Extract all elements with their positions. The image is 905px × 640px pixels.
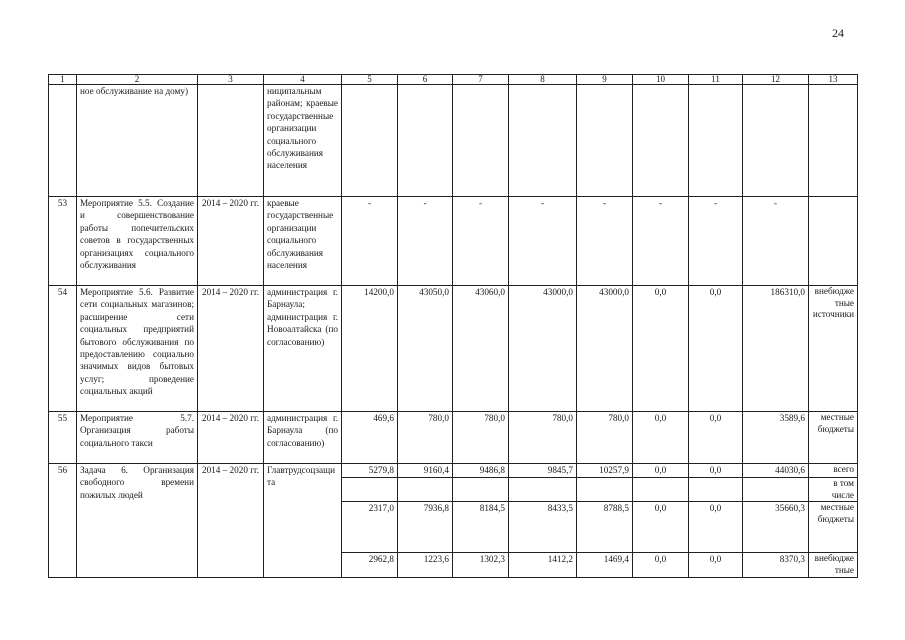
value-cell: 9160,4 <box>398 464 453 478</box>
value-cell: 1223,6 <box>398 553 453 578</box>
table-row-continued <box>49 85 858 197</box>
value-cell: 35660,3 <box>743 502 809 553</box>
source-cell: местные бюджеты <box>809 502 858 553</box>
table-row-55 <box>49 412 858 464</box>
value-cell <box>342 85 398 197</box>
header-cell: 12 <box>743 75 809 85</box>
value-cell <box>743 85 809 197</box>
header-cell: 9 <box>577 75 633 85</box>
value-cell: 8788,5 <box>577 502 633 553</box>
value-cell: - <box>689 197 743 286</box>
source-cell: местные бюджеты <box>809 412 858 464</box>
value-cell: 1412,2 <box>509 553 577 578</box>
row-number: 53 <box>49 197 77 286</box>
header-cell: 1 <box>49 75 77 85</box>
header-cell: 7 <box>453 75 509 85</box>
value-cell: 0,0 <box>689 464 743 478</box>
header-cell: 8 <box>509 75 577 85</box>
value-cell: 0,0 <box>633 412 689 464</box>
value-cell: 0,0 <box>633 502 689 553</box>
header-cell: 2 <box>77 75 198 85</box>
table-row-53 <box>49 197 858 286</box>
value-cell: 1302,3 <box>453 553 509 578</box>
value-cell <box>342 478 398 502</box>
value-cell: 3589,6 <box>743 412 809 464</box>
value-cell: - <box>398 197 453 286</box>
header-cell: 3 <box>198 75 264 85</box>
header-cell: 11 <box>689 75 743 85</box>
period-cell <box>198 85 264 197</box>
value-cell: 8370,3 <box>743 553 809 578</box>
value-cell: 10257,9 <box>577 464 633 478</box>
measure-name: Мероприятие 5.5. Создание и совершенствование работы попечительских советов в государственных организациях социального обслуживания <box>77 197 198 286</box>
value-cell: 1469,4 <box>577 553 633 578</box>
value-cell: 44030,6 <box>743 464 809 478</box>
measure-name: Мероприятие 5.6. Развитие сети социальных магазинов; расширение сети социальных предприятий бытового обслуживания по предоставлению социально значимых видов бытовых услуг; проведение социальных акций <box>77 286 198 412</box>
value-cell: - <box>453 197 509 286</box>
value-cell: 14200,0 <box>342 286 398 412</box>
value-cell: 0,0 <box>633 464 689 478</box>
measure-name: Задача 6. Организация свободного времени пожилых людей <box>77 464 198 578</box>
header-cell: 6 <box>398 75 453 85</box>
value-cell: 186310,0 <box>743 286 809 412</box>
measure-name: Мероприятие 5.7. Организация работы социального такси <box>77 412 198 464</box>
source-cell <box>809 197 858 286</box>
value-cell <box>398 478 453 502</box>
row-number: 55 <box>49 412 77 464</box>
value-cell <box>453 478 509 502</box>
program-table <box>48 74 858 578</box>
page-number: 24 <box>832 26 844 40</box>
header-cell: 13 <box>809 75 858 85</box>
table-row-54 <box>49 286 858 412</box>
period-cell: 2014 – 2020 гг. <box>198 197 264 286</box>
value-cell: 780,0 <box>509 412 577 464</box>
value-cell: 0,0 <box>689 553 743 578</box>
value-cell <box>689 85 743 197</box>
period-cell: 2014 – 2020 гг. <box>198 286 264 412</box>
period-cell: 2014 – 2020 гг. <box>198 412 264 464</box>
value-cell <box>577 478 633 502</box>
table-header-row <box>49 75 858 85</box>
executor-cell: ниципальным районам; краевые государственные организации социального обслуживания населения <box>264 85 342 197</box>
executor-cell: администрация г. Барнаула (по согласованию) <box>264 412 342 464</box>
value-cell: 2962,8 <box>342 553 398 578</box>
executor-cell: администрация г. Барнаула; администрация г. Новоалтайска (по согласованию) <box>264 286 342 412</box>
value-cell: 0,0 <box>689 286 743 412</box>
value-cell: - <box>509 197 577 286</box>
value-cell <box>633 85 689 197</box>
row-number: 54 <box>49 286 77 412</box>
header-cell: 4 <box>264 75 342 85</box>
source-cell: внебюджетные <box>809 553 858 578</box>
value-cell: 9845,7 <box>509 464 577 478</box>
header-cell: 10 <box>633 75 689 85</box>
value-cell <box>453 85 509 197</box>
source-cell: внебюджетные источники <box>809 286 858 412</box>
table-row-56-total <box>49 464 858 478</box>
value-cell: 43000,0 <box>509 286 577 412</box>
value-cell <box>509 478 577 502</box>
value-cell: 0,0 <box>633 553 689 578</box>
value-cell: 0,0 <box>689 412 743 464</box>
period-cell: 2014 – 2020 гг. <box>198 464 264 578</box>
value-cell: - <box>577 197 633 286</box>
executor-cell: краевые государственные организации социального обслуживания населения <box>264 197 342 286</box>
value-cell: - <box>633 197 689 286</box>
value-cell: 0,0 <box>633 286 689 412</box>
source-cell <box>809 85 858 197</box>
value-cell: 8433,5 <box>509 502 577 553</box>
value-cell: 2317,0 <box>342 502 398 553</box>
value-cell <box>398 85 453 197</box>
value-cell: 43050,0 <box>398 286 453 412</box>
value-cell: 9486,8 <box>453 464 509 478</box>
row-number: 56 <box>49 464 77 578</box>
value-cell: 43060,0 <box>453 286 509 412</box>
value-cell <box>577 85 633 197</box>
value-cell: - <box>743 197 809 286</box>
value-cell: 469,6 <box>342 412 398 464</box>
executor-cell: Главтрудсоцзащита <box>264 464 342 578</box>
value-cell <box>633 478 689 502</box>
value-cell: 780,0 <box>577 412 633 464</box>
value-cell <box>743 478 809 502</box>
value-cell: 0,0 <box>689 502 743 553</box>
row-number <box>49 85 77 197</box>
value-cell: 780,0 <box>453 412 509 464</box>
value-cell: 5279,8 <box>342 464 398 478</box>
value-cell <box>509 85 577 197</box>
value-cell: 43000,0 <box>577 286 633 412</box>
value-cell: - <box>342 197 398 286</box>
source-cell: всего <box>809 464 858 478</box>
value-cell: 780,0 <box>398 412 453 464</box>
header-cell: 5 <box>342 75 398 85</box>
value-cell: 8184,5 <box>453 502 509 553</box>
measure-name: ное обслуживание на дому) <box>77 85 198 197</box>
source-cell: в том числе <box>809 478 858 502</box>
value-cell: 7936,8 <box>398 502 453 553</box>
value-cell <box>689 478 743 502</box>
